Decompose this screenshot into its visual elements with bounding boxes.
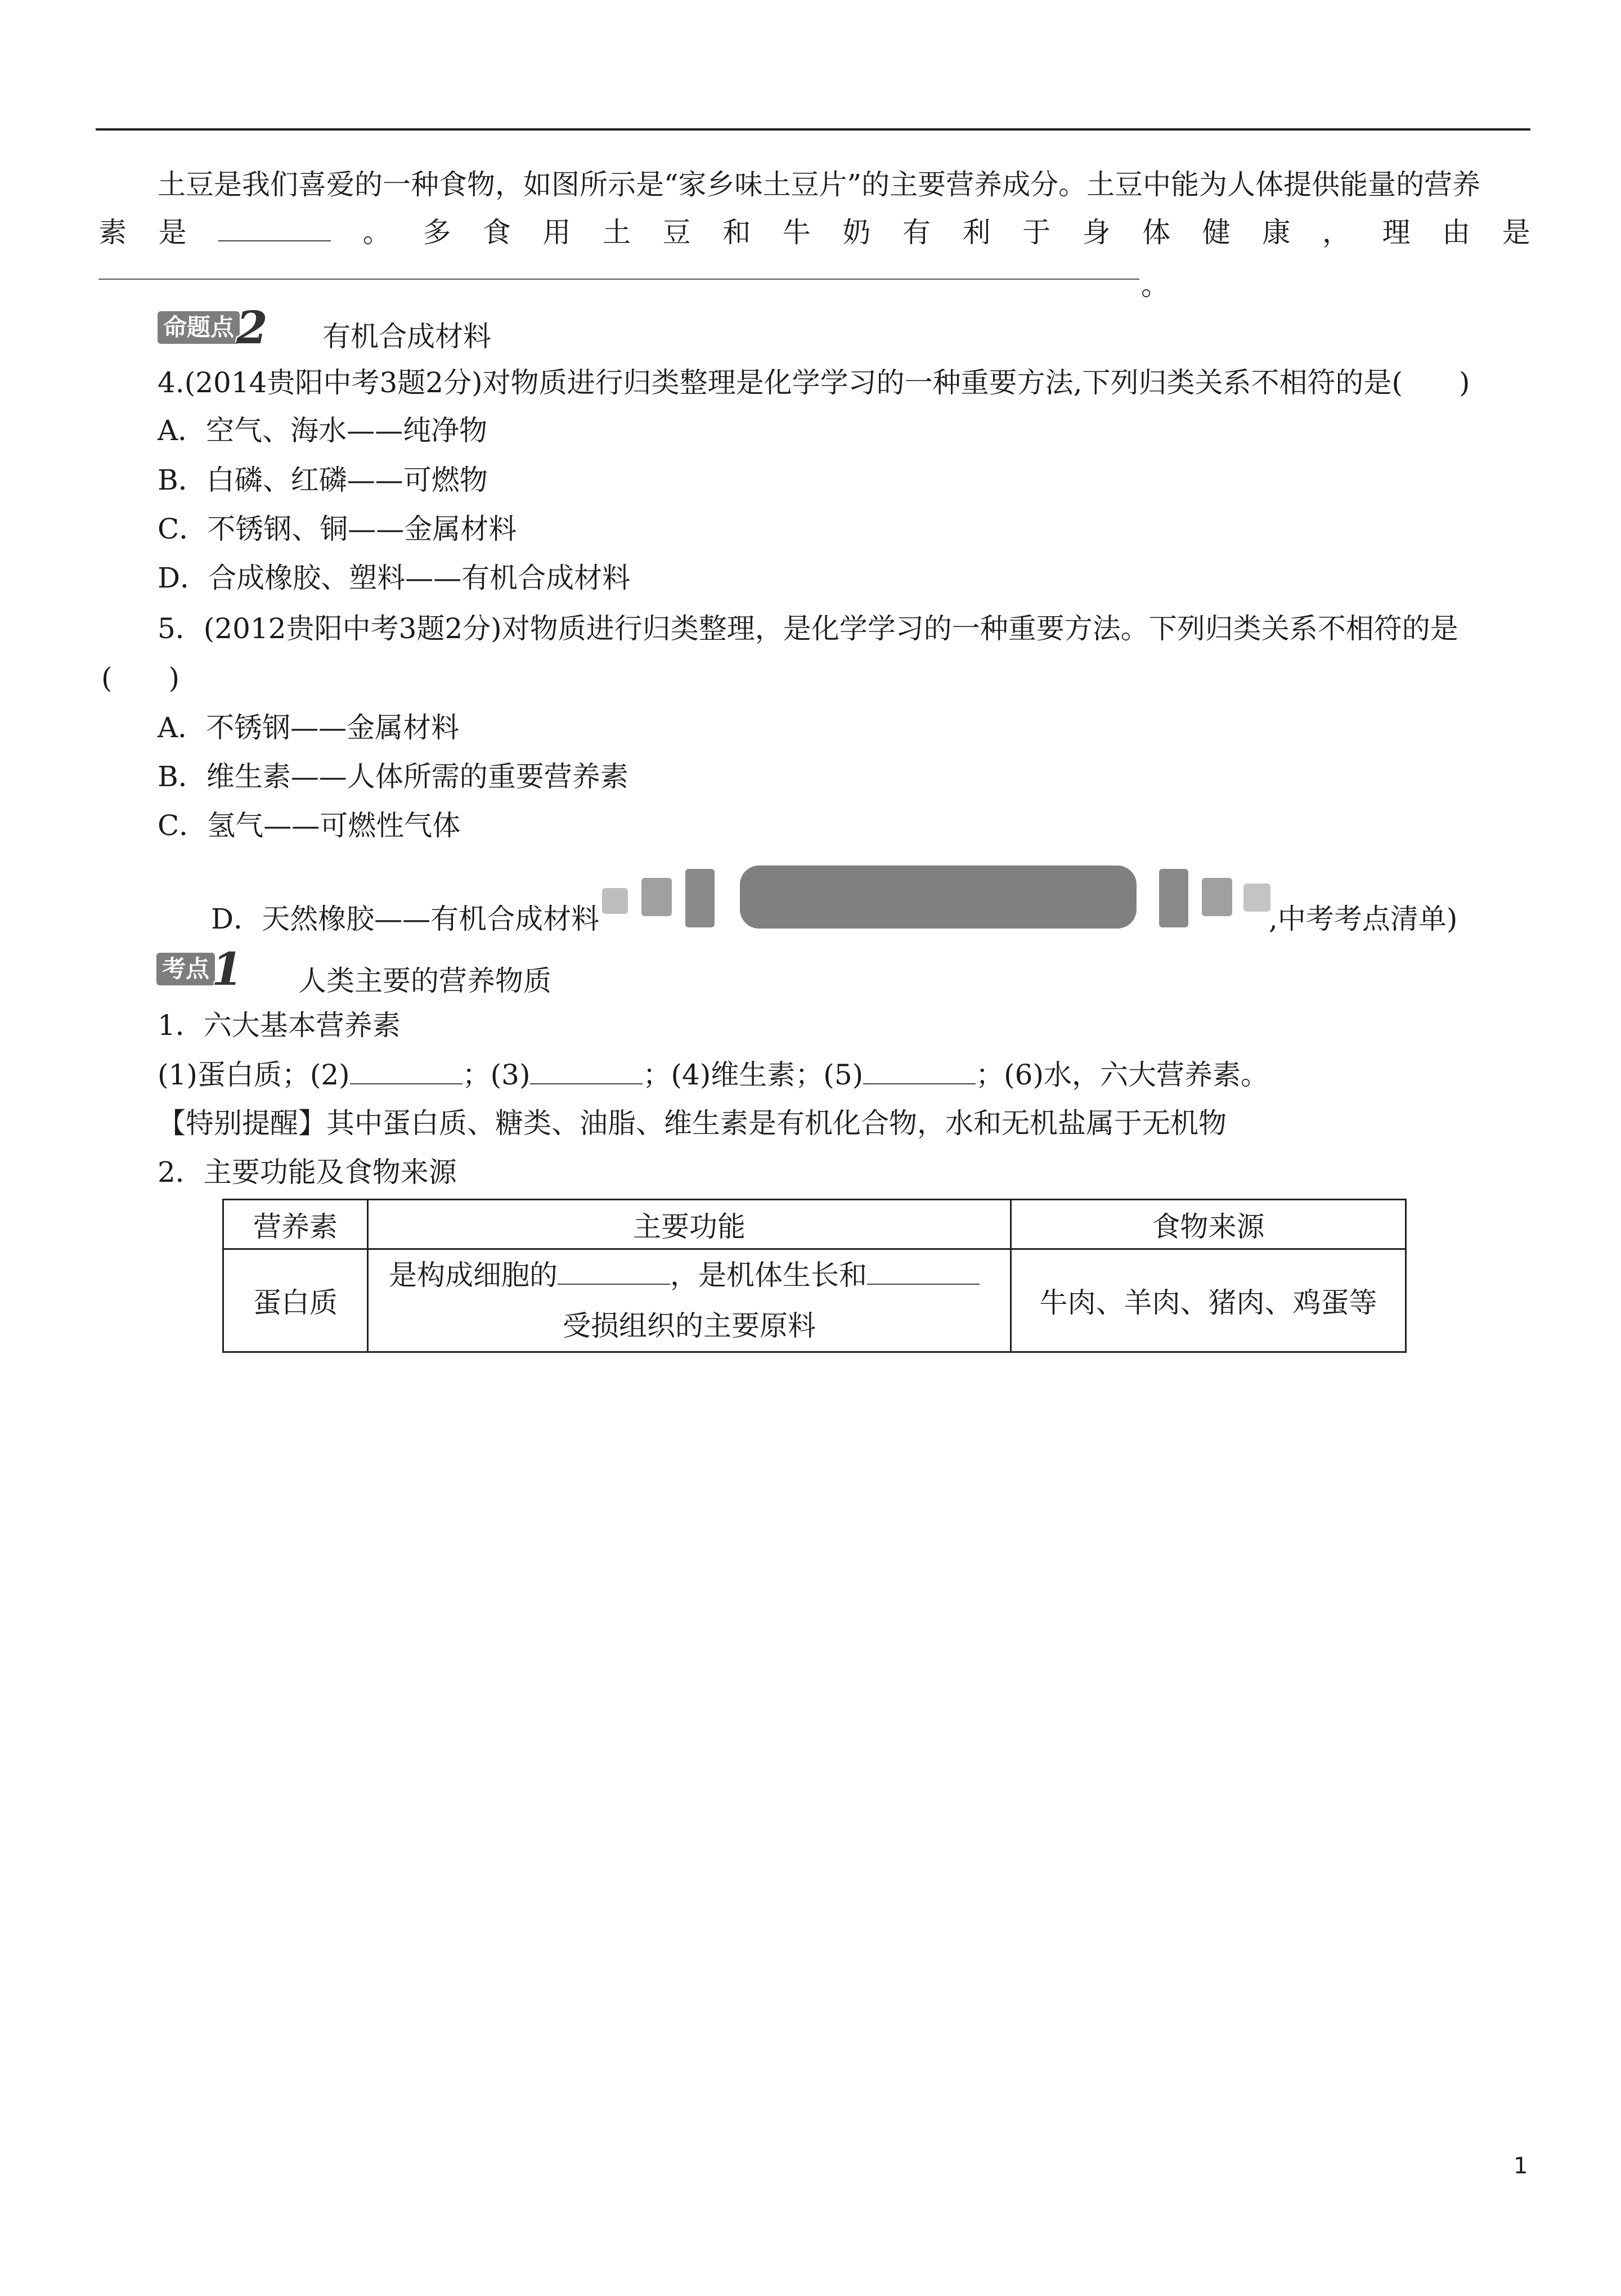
- table-header-nutrient: 营养素: [223, 1200, 368, 1249]
- header-rule: [96, 128, 1530, 131]
- nutrients-part-4: ；(6)水，六大营养素。: [976, 1059, 1269, 1091]
- table-header-row: [223, 1200, 1406, 1249]
- intro-line-2-char: 奶: [842, 216, 871, 249]
- banner-square-small-left: [602, 888, 628, 914]
- answer-blank-table-2[interactable]: [867, 1259, 980, 1285]
- banner-suffix-text: ,中考考点清单): [1269, 903, 1458, 935]
- answer-blank-3[interactable]: [530, 1059, 643, 1084]
- section-badge-kaodian-1: [156, 943, 243, 995]
- intro-line-2-char: 于: [1022, 216, 1051, 249]
- intro-line-2-char: 理: [1382, 216, 1411, 249]
- banner-square-big-left: [685, 869, 715, 927]
- intro-line-2-char: 身: [1082, 216, 1111, 249]
- intro-line-2-char: 多: [423, 216, 451, 249]
- section-badge-mingtidian-2: [158, 301, 268, 354]
- badge-number: 1: [212, 943, 243, 995]
- banner-square-big-right: [1159, 869, 1188, 927]
- intro-line-2-char: 康: [1262, 216, 1291, 249]
- intro-line-2-char: 体: [1142, 216, 1171, 249]
- answer-blank-table-1[interactable]: [558, 1259, 670, 1285]
- answer-blank-1[interactable]: [218, 216, 331, 241]
- banner-square-mid-left: [641, 878, 672, 916]
- list-item-2: 2．主要功能及食物来源: [158, 1156, 457, 1189]
- intro-line-2-char: 食: [482, 216, 511, 249]
- question-5-option-d: D．天然橡胶——有机合成材料: [211, 903, 600, 935]
- intro-line-2-char: 土: [603, 216, 631, 249]
- intro-line-2-char: 用: [542, 216, 571, 249]
- nutrients-part-1: (1)蛋白质；(2): [158, 1059, 350, 1091]
- function-part-1: 是构成细胞的: [389, 1259, 558, 1292]
- intro-line-2-char: 是: [1502, 216, 1530, 249]
- special-note: 【特别提醒】其中蛋白质、糖类、油脂、维生素是有机化合物，水和无机盐属于无机物: [158, 1107, 1227, 1140]
- answer-blank-long[interactable]: [98, 279, 1139, 280]
- intro-line-2-char: 有: [902, 216, 931, 249]
- intro-line-2-char: 豆: [662, 216, 691, 249]
- intro-line-2-char: 和: [722, 216, 751, 249]
- table-cell-function: [368, 1249, 1011, 1352]
- question-4-stem: 4.(2014贵阳中考3题2分)对物质进行归类整理是化学学习的一种重要方法,下列归类关系不相符的是( ): [158, 366, 1470, 399]
- question-5-option-a: A．不锈钢——金属材料: [158, 711, 460, 744]
- table-cell-source: 牛肉、羊肉、猪肉、鸡蛋等: [1011, 1249, 1406, 1352]
- answer-blank-5[interactable]: [863, 1059, 976, 1084]
- function-part-2: ，是机体生长和: [670, 1259, 867, 1292]
- question-4-option-b: B．白磷、红磷——可燃物: [158, 464, 488, 496]
- intro-line-2-char: 由: [1442, 216, 1471, 249]
- function-part-3: 受损组织的主要原料: [563, 1310, 816, 1342]
- badge-number: 2: [236, 301, 268, 354]
- nutrients-line: [158, 1058, 1269, 1092]
- banner-bar: [740, 866, 1137, 929]
- banner-square-small-right: [1243, 884, 1270, 912]
- question-5-stem-line-2: ( ): [101, 662, 180, 694]
- nutrients-part-2: ；(3): [462, 1059, 531, 1091]
- intro-line-2-char: ，: [1322, 216, 1350, 249]
- section-title-organic-materials: 有机合成材料: [322, 320, 491, 353]
- table-header-function: 主要功能: [368, 1200, 1011, 1249]
- intro-line-1: 土豆是我们喜爱的一种食物，如图所示是“家乡味土豆片”的主要营养成分。土豆中能为人体提供能量的营养: [158, 168, 1481, 201]
- intro-line-2-char: 牛: [782, 216, 811, 249]
- page-number: 1: [1514, 2153, 1528, 2179]
- intro-line-2-char: 利: [962, 216, 991, 249]
- question-5-stem-line-1: 5．(2012贵阳中考3题2分)对物质进行归类整理，是化学学习的一种重要方法。下列归类关系不相符的是: [158, 612, 1458, 645]
- question-4-option-c: C．不锈钢、铜——金属材料: [158, 513, 517, 545]
- nutrients-part-3: ；(4)维生素；(5): [643, 1059, 864, 1091]
- intro-line-2: [98, 216, 1530, 249]
- question-5-option-b: B．维生素——人体所需的重要营养素: [158, 760, 628, 793]
- answer-blank-2[interactable]: [350, 1059, 462, 1084]
- banner-square-mid-right: [1202, 878, 1232, 916]
- question-4-option-a: A．空气、海水——纯净物: [158, 414, 488, 447]
- intro-line-3-end: 。: [1141, 269, 1169, 302]
- table-header-source: 食物来源: [1011, 1200, 1406, 1249]
- table-cell-nutrient: 蛋白质: [223, 1249, 368, 1352]
- intro-line-2-char: 。: [362, 216, 391, 249]
- intro-line-2-char: 素: [98, 216, 127, 249]
- nutrient-function-table: [222, 1199, 1407, 1353]
- question-5-option-c: C．氢气——可燃性气体: [158, 809, 461, 842]
- intro-line-2-char: 是: [158, 216, 187, 249]
- badge-label: 考点: [156, 953, 215, 985]
- question-4-option-d: D．合成橡胶、塑料——有机合成材料: [158, 562, 631, 594]
- table-row: [223, 1249, 1406, 1352]
- badge-label: 命题点: [158, 311, 240, 344]
- section-title-nutrients: 人类主要的营养物质: [298, 965, 551, 997]
- intro-line-2-char: 健: [1202, 216, 1231, 249]
- list-item-1: 1．六大基本营养素: [158, 1009, 401, 1042]
